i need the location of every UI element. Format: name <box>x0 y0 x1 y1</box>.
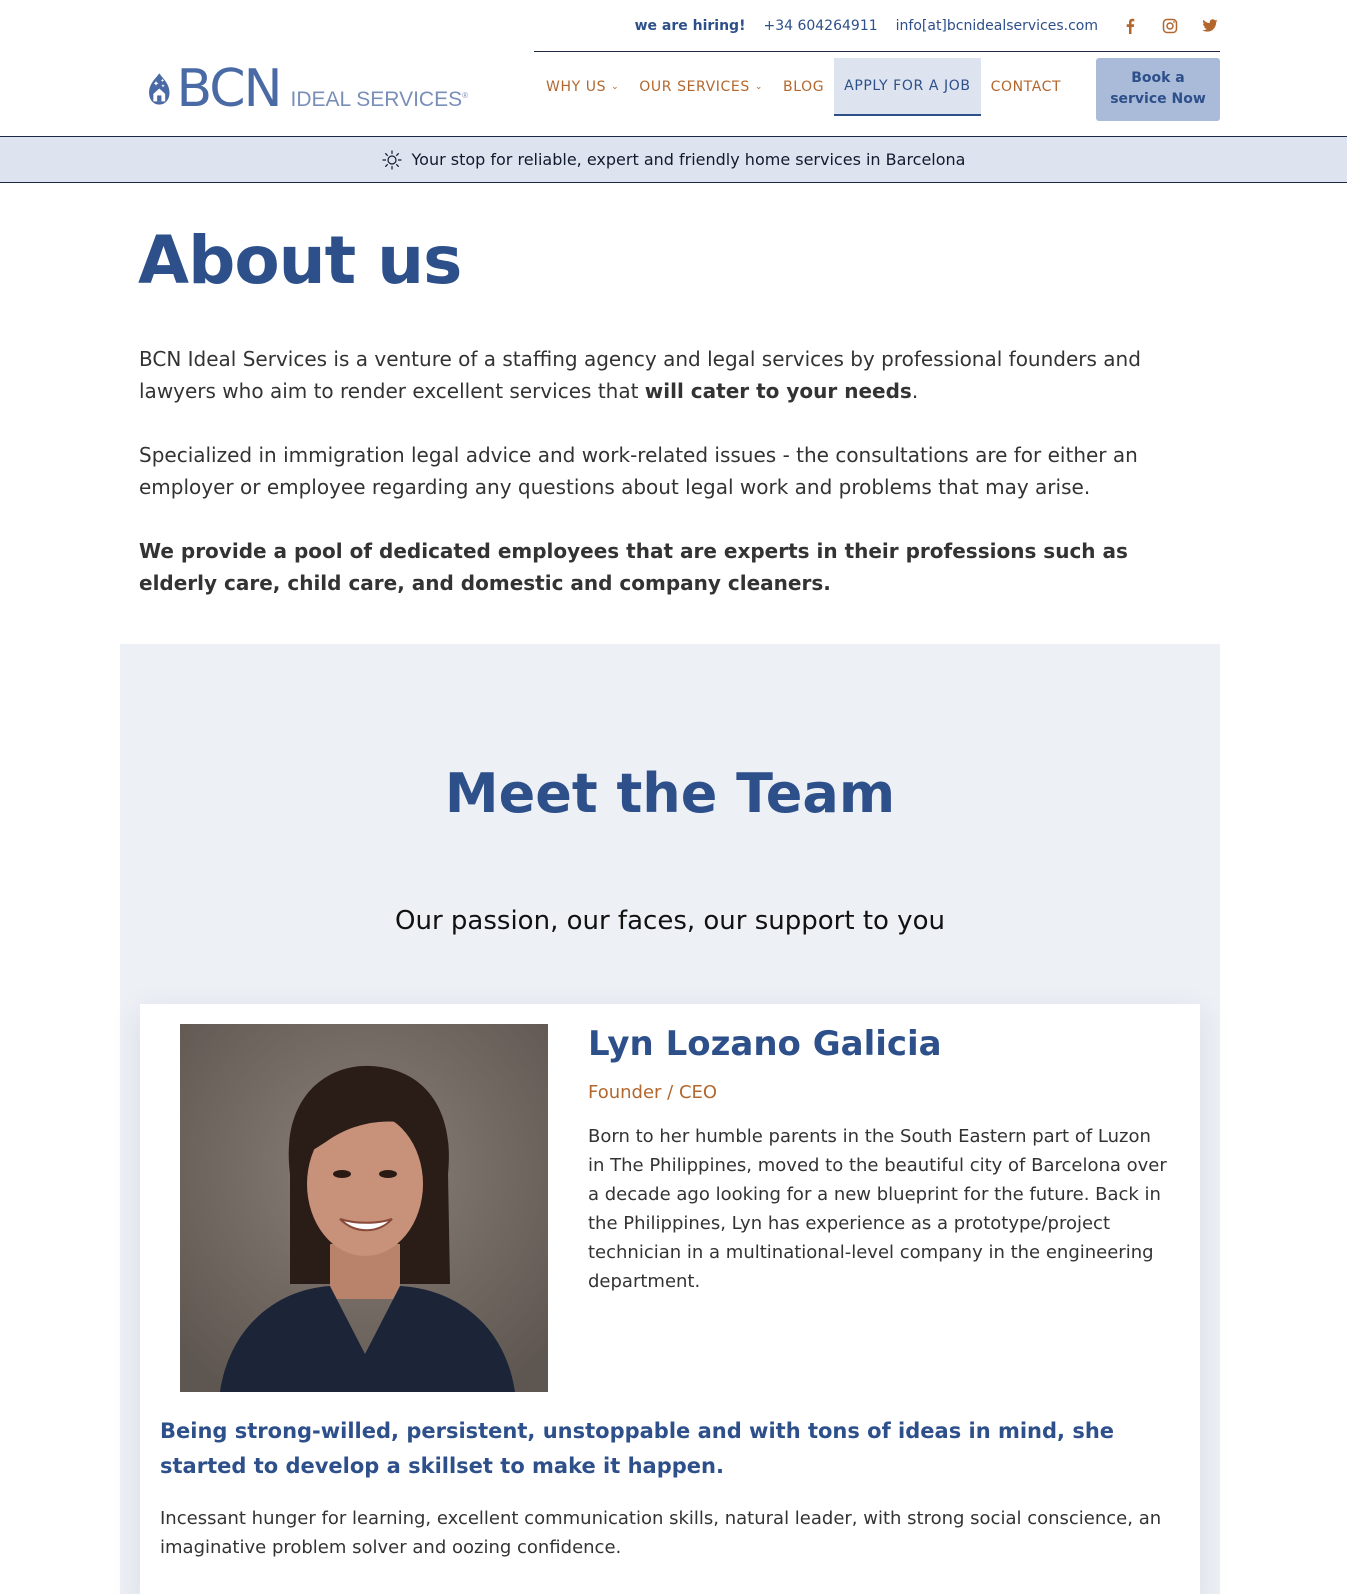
tagline-text: Your stop for reliable, expert and friendly home services in Barcelona <box>411 150 966 169</box>
member-quote: Being strong-willed, persistent, unstoppable and with tons of ideas in mind, she started to develop a skillset to make it happen. <box>160 1419 1115 1478</box>
top-bar <box>534 0 1220 52</box>
instagram-icon[interactable] <box>1160 16 1180 36</box>
email-link[interactable]: info[at]bcnidealservices.com <box>895 17 1098 34</box>
house-logo-icon <box>148 58 171 120</box>
member-role: Founder / CEO <box>588 1082 718 1103</box>
twitter-icon[interactable] <box>1200 16 1220 36</box>
nav-contact[interactable]: CONTACT <box>990 79 1062 95</box>
about-paragraph-3: We provide a pool of dedicated employees that are experts in their professions such as elderly care, child care, and domestic and company cleaners. <box>139 539 1128 595</box>
main-nav <box>536 58 1071 116</box>
member-photo <box>180 1024 548 1392</box>
phone-link[interactable]: +34 604264911 <box>763 17 878 34</box>
site-logo[interactable] <box>148 56 468 122</box>
nav-apply-for-a-job[interactable]: APPLY FOR A JOB <box>834 58 980 116</box>
hiring-link[interactable]: we are hiring! <box>634 17 746 34</box>
tagline-banner <box>0 136 1347 183</box>
logo-brand: BCN <box>176 59 281 119</box>
book-service-button[interactable]: Book a service Now <box>1096 58 1220 121</box>
sun-icon <box>382 150 402 170</box>
about-paragraph-1: BCN Ideal Services is a venture of a staffing agency and legal services by professional founders and lawyers who aim to render excellent services that will cater to your needs. <box>139 347 1141 403</box>
social-links <box>1120 16 1220 36</box>
chevron-down-icon: ⌄ <box>754 82 763 92</box>
chevron-down-icon: ⌄ <box>611 82 620 92</box>
member-name: Lyn Lozano Galicia <box>588 1024 942 1064</box>
team-member-card <box>140 1004 1200 1594</box>
nav-why-us[interactable]: WHY US ⌄ <box>546 79 620 95</box>
team-title: Meet the Team <box>444 762 896 825</box>
member-description: Incessant hunger for learning, excellent communication skills, natural leader, with strong social conscience, an imaginative problem solver and oozing confidence. <box>160 1508 1162 1558</box>
member-bio: Born to her humble parents in the South Eastern part of Luzon in The Philippines, moved to the beautiful city of Barcelona over a decade ago looking for a new blueprint for the future. Back in the Philippines, Lyn has experience as a prototype/project technician in a multinational-level company in the engineering department. <box>588 1126 1167 1292</box>
nav-blog[interactable]: BLOG <box>782 79 825 95</box>
team-section <box>120 644 1220 1594</box>
about-paragraph-2: Specialized in immigration legal advice and work-related issues - the consultations are for either an employer or employee regarding any questions about legal work and problems that may arise. <box>139 443 1138 499</box>
nav-our-services[interactable]: OUR SERVICES ⌄ <box>639 79 763 95</box>
team-subtitle: Our passion, our faces, our support to you <box>395 906 945 936</box>
facebook-icon[interactable] <box>1120 16 1140 36</box>
page-title: About us <box>138 222 462 299</box>
logo-subtitle: IDEAL SERVICES® <box>290 88 468 111</box>
